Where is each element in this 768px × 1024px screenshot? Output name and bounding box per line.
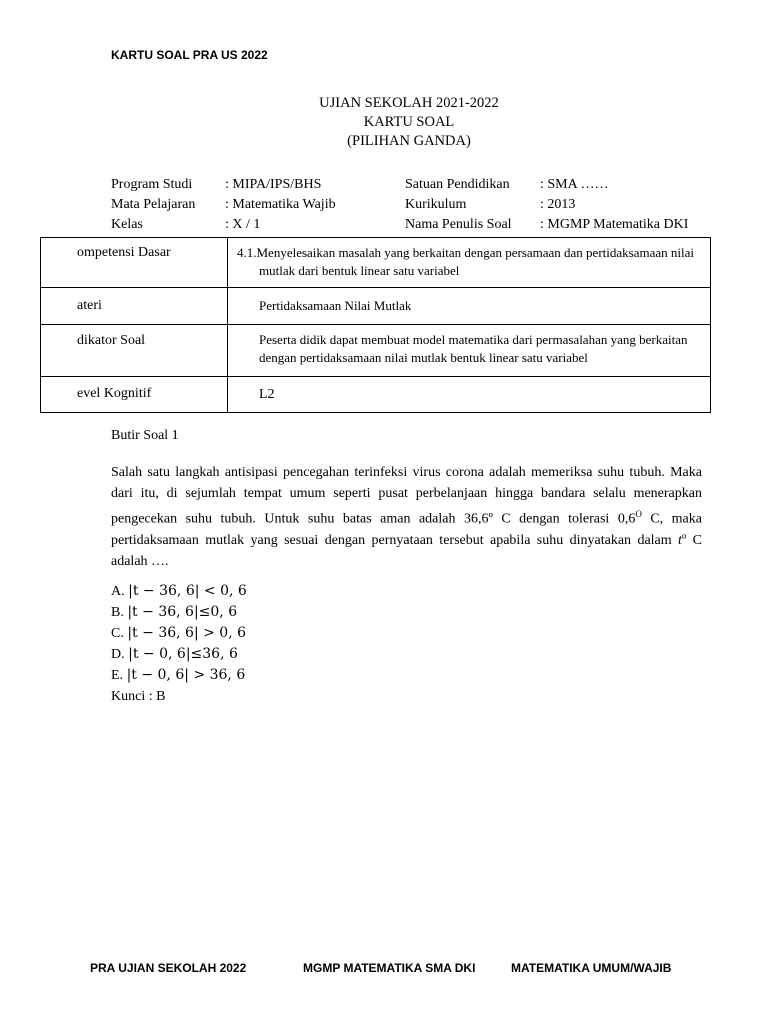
- info-label-mapel: Mata Pelajaran: [111, 197, 196, 212]
- info-value-mapel: : Matematika Wajib: [225, 197, 336, 212]
- footer-left: PRA UJIAN SEKOLAH 2022: [90, 961, 247, 975]
- row-label-materi: ateri: [77, 298, 102, 313]
- question-title: Butir Soal 1: [111, 428, 179, 443]
- table-row-level: [41, 377, 711, 413]
- info-right: [405, 175, 705, 235]
- row-label-level: evel Kognitif: [77, 386, 152, 401]
- table-cell-value: [228, 377, 711, 413]
- info-left: [111, 175, 401, 235]
- info-label-satuan: Satuan Pendidikan: [405, 177, 510, 192]
- table-cell-label: [41, 325, 228, 377]
- info-value-program: : MIPA/IPS/BHS: [225, 177, 322, 192]
- option-expression: |t − 0, 6|≤36, 6: [128, 646, 238, 662]
- row-value-level: L2: [259, 387, 275, 402]
- question-text-sup: O: [635, 509, 642, 519]
- option-expression: |t − 36, 6|≤0, 6: [127, 604, 238, 620]
- question-text-part-a: Salah satu langkah antisipasi pencegahan terinfeksi virus corona adalah memeriksa suhu tubuh. Maka dari itu, di sejumlah tempat umum seperti pusat perbelanjaan hingga bandara selalu menerapkan pengecekan suhu tubuh. Untuk suhu batas aman adalah 36,6º C dengan tolerasi 0,6: [111, 465, 702, 527]
- option-b: [111, 602, 247, 623]
- row-label-indikator: dikator Soal: [77, 333, 146, 348]
- kd-text: 4.1.Menyelesaikan masalah yang berkaitan dengan persamaan dan pertidaksamaan nilai mutlak dari bentuk linear satu variabel: [237, 245, 694, 278]
- table-row-indikator: [41, 325, 711, 377]
- option-expression: |t − 0, 6| > 36, 6: [126, 667, 246, 683]
- row-value-indikator: Peserta didik dapat membuat model matematika dari permasalahan yang berkaitan dengan pertidaksamaan nilai mutlak bentuk linear satu variabel: [259, 332, 688, 365]
- header-text: KARTU SOAL PRA US 2022: [111, 48, 268, 62]
- info-value-kelas: : X / 1: [225, 217, 261, 232]
- option-expression: |t − 36, 6| > 0, 6: [127, 625, 247, 641]
- question-text: [111, 462, 702, 572]
- option-letter: E.: [111, 668, 124, 683]
- row-label-kd: ompetensi Dasar: [77, 245, 171, 260]
- question-text-part-b: C, maka pertidaksamaan mutlak yang sesuai dengan pernyataan tersebut apabila suhu dinyatakan dalam: [111, 511, 702, 548]
- answer-key: Kunci : B: [111, 689, 166, 704]
- option-letter: C.: [111, 626, 124, 641]
- table-cell-value: [228, 288, 711, 325]
- table-cell-value: [228, 325, 711, 377]
- question-text-part-c: º C adalah ….: [111, 532, 703, 569]
- footer-center: MGMP MATEMATIKA SMA DKI: [303, 961, 476, 975]
- table-row-kd: [41, 238, 711, 288]
- table-cell-label: [41, 238, 228, 288]
- title-line-1: UJIAN SEKOLAH 2021-2022: [319, 95, 499, 111]
- table-cell-value: [228, 238, 711, 288]
- info-value-penulis: : MGMP Matematika DKI: [540, 217, 689, 232]
- info-label-penulis: Nama Penulis Soal: [405, 217, 512, 232]
- document-title: [0, 94, 768, 151]
- competency-table: [40, 237, 711, 413]
- footer-right: MATEMATIKA UMUM/WAJIB: [511, 961, 672, 975]
- option-expression: |t − 36, 6| < 0, 6: [128, 583, 247, 599]
- row-value-kd: [228, 238, 710, 280]
- option-letter: A.: [111, 584, 125, 599]
- info-label-kelas: Kelas: [111, 217, 143, 232]
- table-row-materi: [41, 288, 711, 325]
- table-cell-label: [41, 377, 228, 413]
- option-c: [111, 623, 247, 644]
- option-a: [111, 581, 247, 602]
- option-letter: B.: [111, 605, 124, 620]
- info-label-kurikulum: Kurikulum: [405, 197, 467, 212]
- option-d: [111, 644, 247, 665]
- info-value-satuan: : SMA ……: [540, 177, 609, 192]
- title-line-3: (PILIHAN GANDA): [347, 133, 471, 149]
- question-variable: t: [678, 532, 682, 548]
- option-e: [111, 665, 247, 686]
- title-line-2: KARTU SOAL: [363, 114, 455, 130]
- table-cell-label: [41, 288, 228, 325]
- info-value-kurikulum: : 2013: [540, 197, 576, 212]
- row-value-materi: Pertidaksamaan Nilai Mutlak: [259, 298, 412, 313]
- info-label-program: Program Studi: [111, 177, 193, 192]
- answer-options: [111, 581, 247, 707]
- option-letter: D.: [111, 647, 125, 662]
